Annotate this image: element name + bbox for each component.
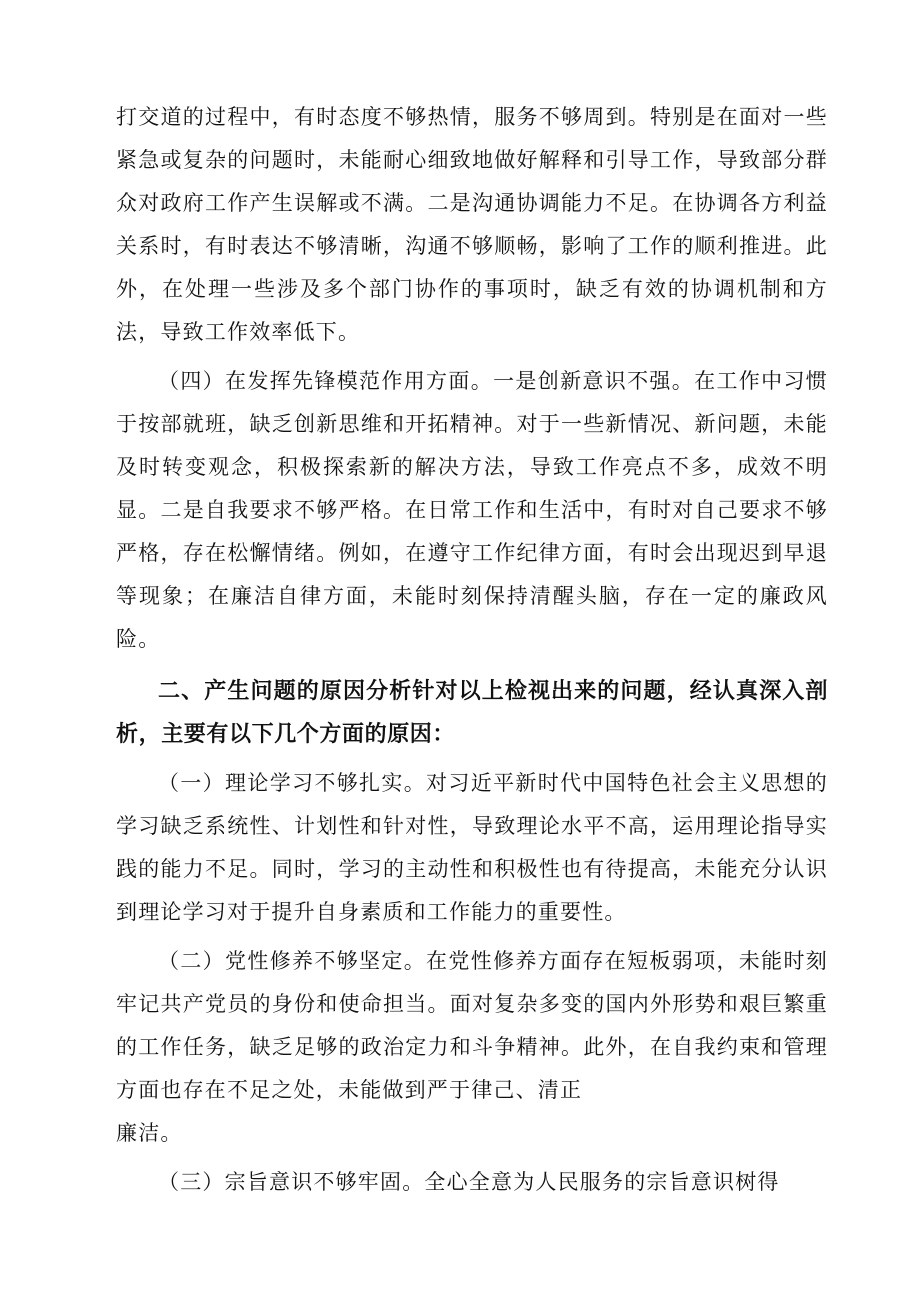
paragraph-theory-study: （一）理论学习不够扎实。对习近平新时代中国特色社会主义思想的学习缺乏系统性、计划性和针对性，导致理论水平不高，运用理论指导实践的能力不足。同时，学习的主动性和积极性也有待提高，未能充分认识到理论学习对于提升自身素质和工作能力的重要性。 xyxy=(116,771,828,924)
paragraph-service-attitude: 打交道的过程中，有时态度不够热情，服务不够周到。特别是在面对一些紧急或复杂的问题时，未能耐心细致地做好解释和引导工作，导致部分群众对政府工作产生误解或不满。二是沟通协调能力不足。在协调各方利益关系时，有时表达不够清晰，沟通不够顺畅，影响了工作的顺利推进。此外，在处理一些涉及多个部门协作的事项时，缺乏有效的协调机制和方法，导致工作效率低下。 xyxy=(116,105,828,344)
paragraph-purpose-awareness: （三）宗旨意识不够牢固。全心全意为人民服务的宗旨意识树得 xyxy=(158,1170,780,1194)
paragraph-vanguard-role: （四）在发挥先锋模范作用方面。一是创新意识不强。在工作中习惯于按部就班，缺乏创新思维和开拓精神。对于一些新情况、新问题，未能及时转变观念，积极探索新的解决方法，导致工作亮点不多，成效不明显。二是自我要求不够严格。在日常工作和生活中，有时对自己要求不够严格，存在松懈情绪。例如，在遵守工作纪律方面，有时会出现迟到早退等现象；在廉洁自律方面，未能时刻保持清醒头脑，存在一定的廉政风险。 xyxy=(116,369,828,651)
paragraph-party-spirit-tail: 廉洁。 xyxy=(116,1121,183,1145)
paragraph-party-spirit xyxy=(116,940,828,1155)
document-body xyxy=(116,96,828,1204)
paragraph-party-spirit-text: （二）党性修养不够坚定。在党性修养方面存在短板弱项，未能时刻牢记共产党员的身份和使命担当。面对复杂多变的国内外形势和艰巨繁重的工作任务，缺乏足够的政治定力和斗争精神。此外，在自我约束和管理方面也存在不足之处，未能做到严于律己、清正 xyxy=(116,949,828,1102)
section-heading-cause-analysis: 二、产生问题的原因分析针对以上检视出来的问题，经认真深入剖析，主要有以下几个方面的原因： xyxy=(116,679,828,747)
